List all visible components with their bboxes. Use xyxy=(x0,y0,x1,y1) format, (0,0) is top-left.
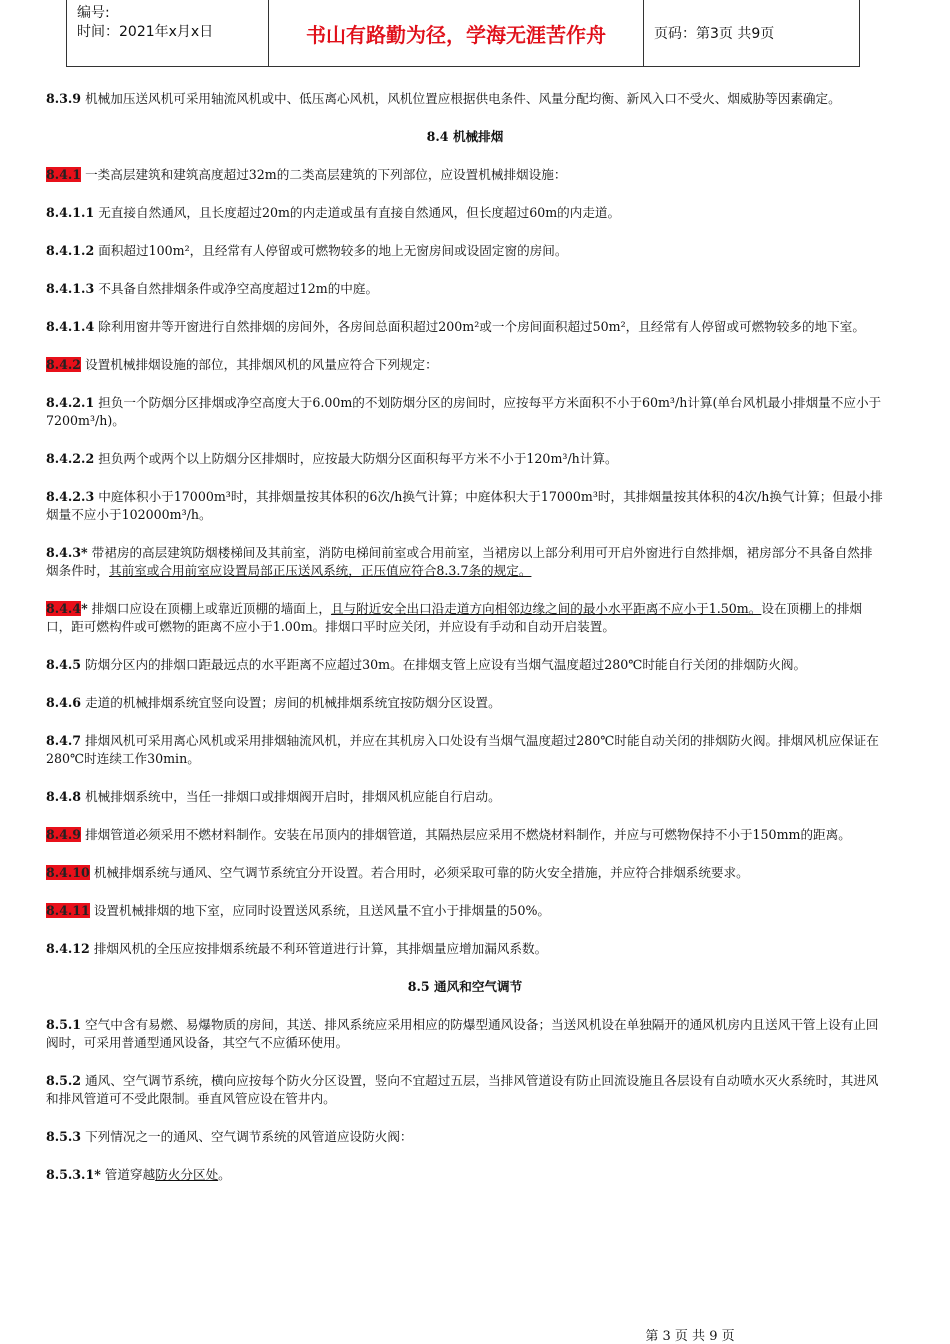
clause-text: 排烟风机可采用离心风机或采用排烟轴流风机，并应在其机房入口处设有当烟气温度超过280℃时能自动关闭的排烟防火阀。排烟风机应保证在280℃时连续工作30min。 xyxy=(46,733,879,766)
clause-number: 8.4.2.1 xyxy=(46,395,95,410)
clause-number: 8.4.1 xyxy=(46,167,82,182)
clause-underlined-text: 且与附近安全出口沿走道方向相邻边缘之间的最小水平距离不应小于1.50m。 xyxy=(330,601,762,616)
clause-number: 8.3.9 xyxy=(46,91,82,106)
clause-number: 8.4.2.2 xyxy=(46,451,95,466)
clause-text: 不具备自然排烟条件或净空高度超过12m的中庭。 xyxy=(94,281,379,296)
clause-paragraph xyxy=(46,1166,884,1184)
time-label: 时间：2021年x月x日 xyxy=(77,24,214,40)
clause-number: 8.4.2 xyxy=(46,357,82,372)
clause-text: 通风、空气调节系统，横向应按每个防火分区设置，竖向不宜超过五层，当排风管道设有防止回流设施且各层设有自动喷水灭火系统时，其进风和排风管道可不受此限制。垂直风管应设在管井内。 xyxy=(46,1073,879,1106)
clause-text: 担负两个或两个以上防烟分区排烟时，应按最大防烟分区面积每平方米不小于120m³/h计算。 xyxy=(94,451,618,466)
clause-text: 一类高层建筑和建筑高度超过32m的二类高层建筑的下列部位，应设置机械排烟设施： xyxy=(81,167,567,182)
clause-number: 8.4.3* xyxy=(46,545,88,560)
document-body xyxy=(46,90,884,1204)
clause-paragraph xyxy=(46,242,884,260)
section-heading: 8.4 机械排烟 xyxy=(426,129,504,144)
clause-number: 8.4.6 xyxy=(46,695,82,710)
clause-text: 中庭体积小于17000m³时，其排烟量按其体积的6次/h换气计算；中庭体积大于17000m³时，其排烟量按其体积的4次/h换气计算；但最小排烟量不应小于102000m³/h。 xyxy=(46,489,883,522)
clause-number: 8.4.2.3 xyxy=(46,489,95,504)
clause-text: 空气中含有易燃、易爆物质的房间，其送、排风系统应采用相应的防爆型通风设备；当送风机设在单独隔开的通风机房内且送风干管上设有止回阀时，可采用普通型通风设备，其空气不应循环使用。 xyxy=(46,1017,879,1050)
footer-page-number: 第 3 页 共 9 页 xyxy=(645,1329,735,1344)
clause-text: 机械排烟系统中，当任一排烟口或排烟阀开启时，排烟风机应能自行启动。 xyxy=(81,789,501,804)
clause-text: 排烟风机的全压应按排烟系统最不利环管道进行计算，其排烟量应增加漏风系数。 xyxy=(89,941,548,956)
clause-paragraph xyxy=(46,394,884,430)
clause-text: 防烟分区内的排烟口距最远点的水平距离不应超过30m。在排烟支管上应设有当烟气温度超过280℃时能自行关闭的排烟防火阀。 xyxy=(81,657,807,672)
clause-number: 8.5.2 xyxy=(46,1073,82,1088)
clause-text: 机械排烟系统与通风、空气调节系统宜分开设置。若合用时，必须采取可靠的防火安全措施，并应符合排烟系统要求。 xyxy=(89,865,749,880)
clause-number: 8.4.1.2 xyxy=(46,243,95,258)
clause-tail-text: 。 xyxy=(218,1167,231,1182)
header-meta xyxy=(67,0,269,66)
clause-text: 排烟管道必须采用不燃材料制作。安装在吊顶内的排烟管道，其隔热层应采用不燃烧材料制作，并应与可燃物保持不小于150mm的距离。 xyxy=(81,827,851,842)
clause-paragraph xyxy=(46,694,884,712)
clause-number: 8.4.4 xyxy=(46,601,82,616)
clause-number: 8.5.3.1* xyxy=(46,1167,101,1182)
clause-paragraph xyxy=(46,166,884,184)
clause-underlined-text: 防火分区处 xyxy=(155,1167,219,1182)
clause-paragraph xyxy=(46,940,884,958)
clause-text: 下列情况之一的通风、空气调节系统的风管道应设防火阀： xyxy=(81,1129,413,1144)
clause-text: 设置机械排烟设施的部位，其排烟风机的风量应符合下列规定： xyxy=(81,357,438,372)
clause-paragraph xyxy=(46,318,884,336)
clause-paragraph xyxy=(46,826,884,844)
clause-text: 设置机械排烟的地下室，应同时设置送风系统，且送风量不宜小于排烟量的50%。 xyxy=(89,903,551,918)
clause-paragraph xyxy=(46,1016,884,1052)
clause-text: 担负一个防烟分区排烟或净空高度大于6.00m的不划防烟分区的房间时，应按每平方米面积不小于60m³/h计算(单台风机最小排烟量不应小于7200m³/h)。 xyxy=(46,395,882,428)
section-heading: 8.5 通风和空气调节 xyxy=(407,979,523,994)
clause-paragraph xyxy=(46,656,884,674)
clause-underlined-text: 其前室或合用前室应设置局部正压送风系统，正压值应符合8.3.7条的规定。 xyxy=(108,563,532,578)
clause-text: 排烟口应设在顶棚上或靠近顶棚的墙面上， xyxy=(87,601,331,616)
header-page-code: 页码：第3页 共9页 xyxy=(654,26,775,42)
clause-paragraph xyxy=(46,356,884,374)
clause-number: 8.4.10 xyxy=(46,865,90,880)
clause-paragraph xyxy=(46,280,884,298)
clause-text: 除利用窗井等开窗进行自然排烟的房间外，各房间总面积超过200m²或一个房间面积超过50m²，且经常有人停留或可燃物较多的地下室。 xyxy=(94,319,865,334)
clause-paragraph xyxy=(46,902,884,920)
clause-number: 8.5.1 xyxy=(46,1017,82,1032)
clause-paragraph xyxy=(46,600,884,636)
clause-number: 8.4.11 xyxy=(46,903,90,918)
clause-paragraph xyxy=(46,544,884,580)
clause-text: 走道的机械排烟系统宜竖向设置；房间的机械排烟系统宜按防烟分区设置。 xyxy=(81,695,501,710)
clause-paragraph xyxy=(46,204,884,222)
clause-text: 机械加压送风机可采用轴流风机或中、低压离心风机，风机位置应根据供电条件、风量分配均衡、新风入口不受火、烟威胁等因素确定。 xyxy=(81,91,841,106)
page-footer xyxy=(0,1325,950,1344)
clause-paragraph xyxy=(46,450,884,468)
clause-paragraph xyxy=(46,1128,884,1146)
clause-number: 8.5.3 xyxy=(46,1129,82,1144)
clause-text: 面积超过100m²，且经常有人停留或可燃物较多的地上无窗房间或设固定窗的房间。 xyxy=(94,243,568,258)
header-motto: 书山有路勤为径，学海无涯苦作舟 xyxy=(269,0,644,66)
clause-paragraph xyxy=(46,788,884,806)
clause-paragraph xyxy=(46,864,884,882)
clause-text: 无直接自然通风，且长度超过20m的内走道或虽有直接自然通风，但长度超过60m的内走道。 xyxy=(94,205,621,220)
clause-paragraph xyxy=(46,1072,884,1108)
clause-paragraph xyxy=(46,488,884,524)
clause-star: * xyxy=(81,601,88,616)
clause-tail-text: 设在顶棚上的排烟口，距可燃构件或可燃物的距离不应小于1.00m。排烟口平时应关闭，并应设有手动和自动开启装置。 xyxy=(46,601,863,634)
clause-number: 8.4.9 xyxy=(46,827,82,842)
clause-text: 带裙房的高层建筑防烟楼梯间及其前室，消防电梯间前室或合用前室，当裙房以上部分利用可开启外窗进行自然排烟，裙房部分不具备自然排烟条件时， xyxy=(46,545,873,578)
clause-number: 8.4.1.4 xyxy=(46,319,95,334)
clause-number: 8.4.5 xyxy=(46,657,82,672)
page-header xyxy=(66,0,860,67)
clause-number: 8.4.1.1 xyxy=(46,205,95,220)
clause-number: 8.4.12 xyxy=(46,941,90,956)
clause-paragraph xyxy=(46,90,884,108)
clause-number: 8.4.1.3 xyxy=(46,281,95,296)
clause-paragraph xyxy=(46,732,884,768)
number-label: 编号: xyxy=(77,5,110,21)
clause-number: 8.4.7 xyxy=(46,733,82,748)
clause-text: 管道穿越 xyxy=(100,1167,156,1182)
clause-number: 8.4.8 xyxy=(46,789,82,804)
